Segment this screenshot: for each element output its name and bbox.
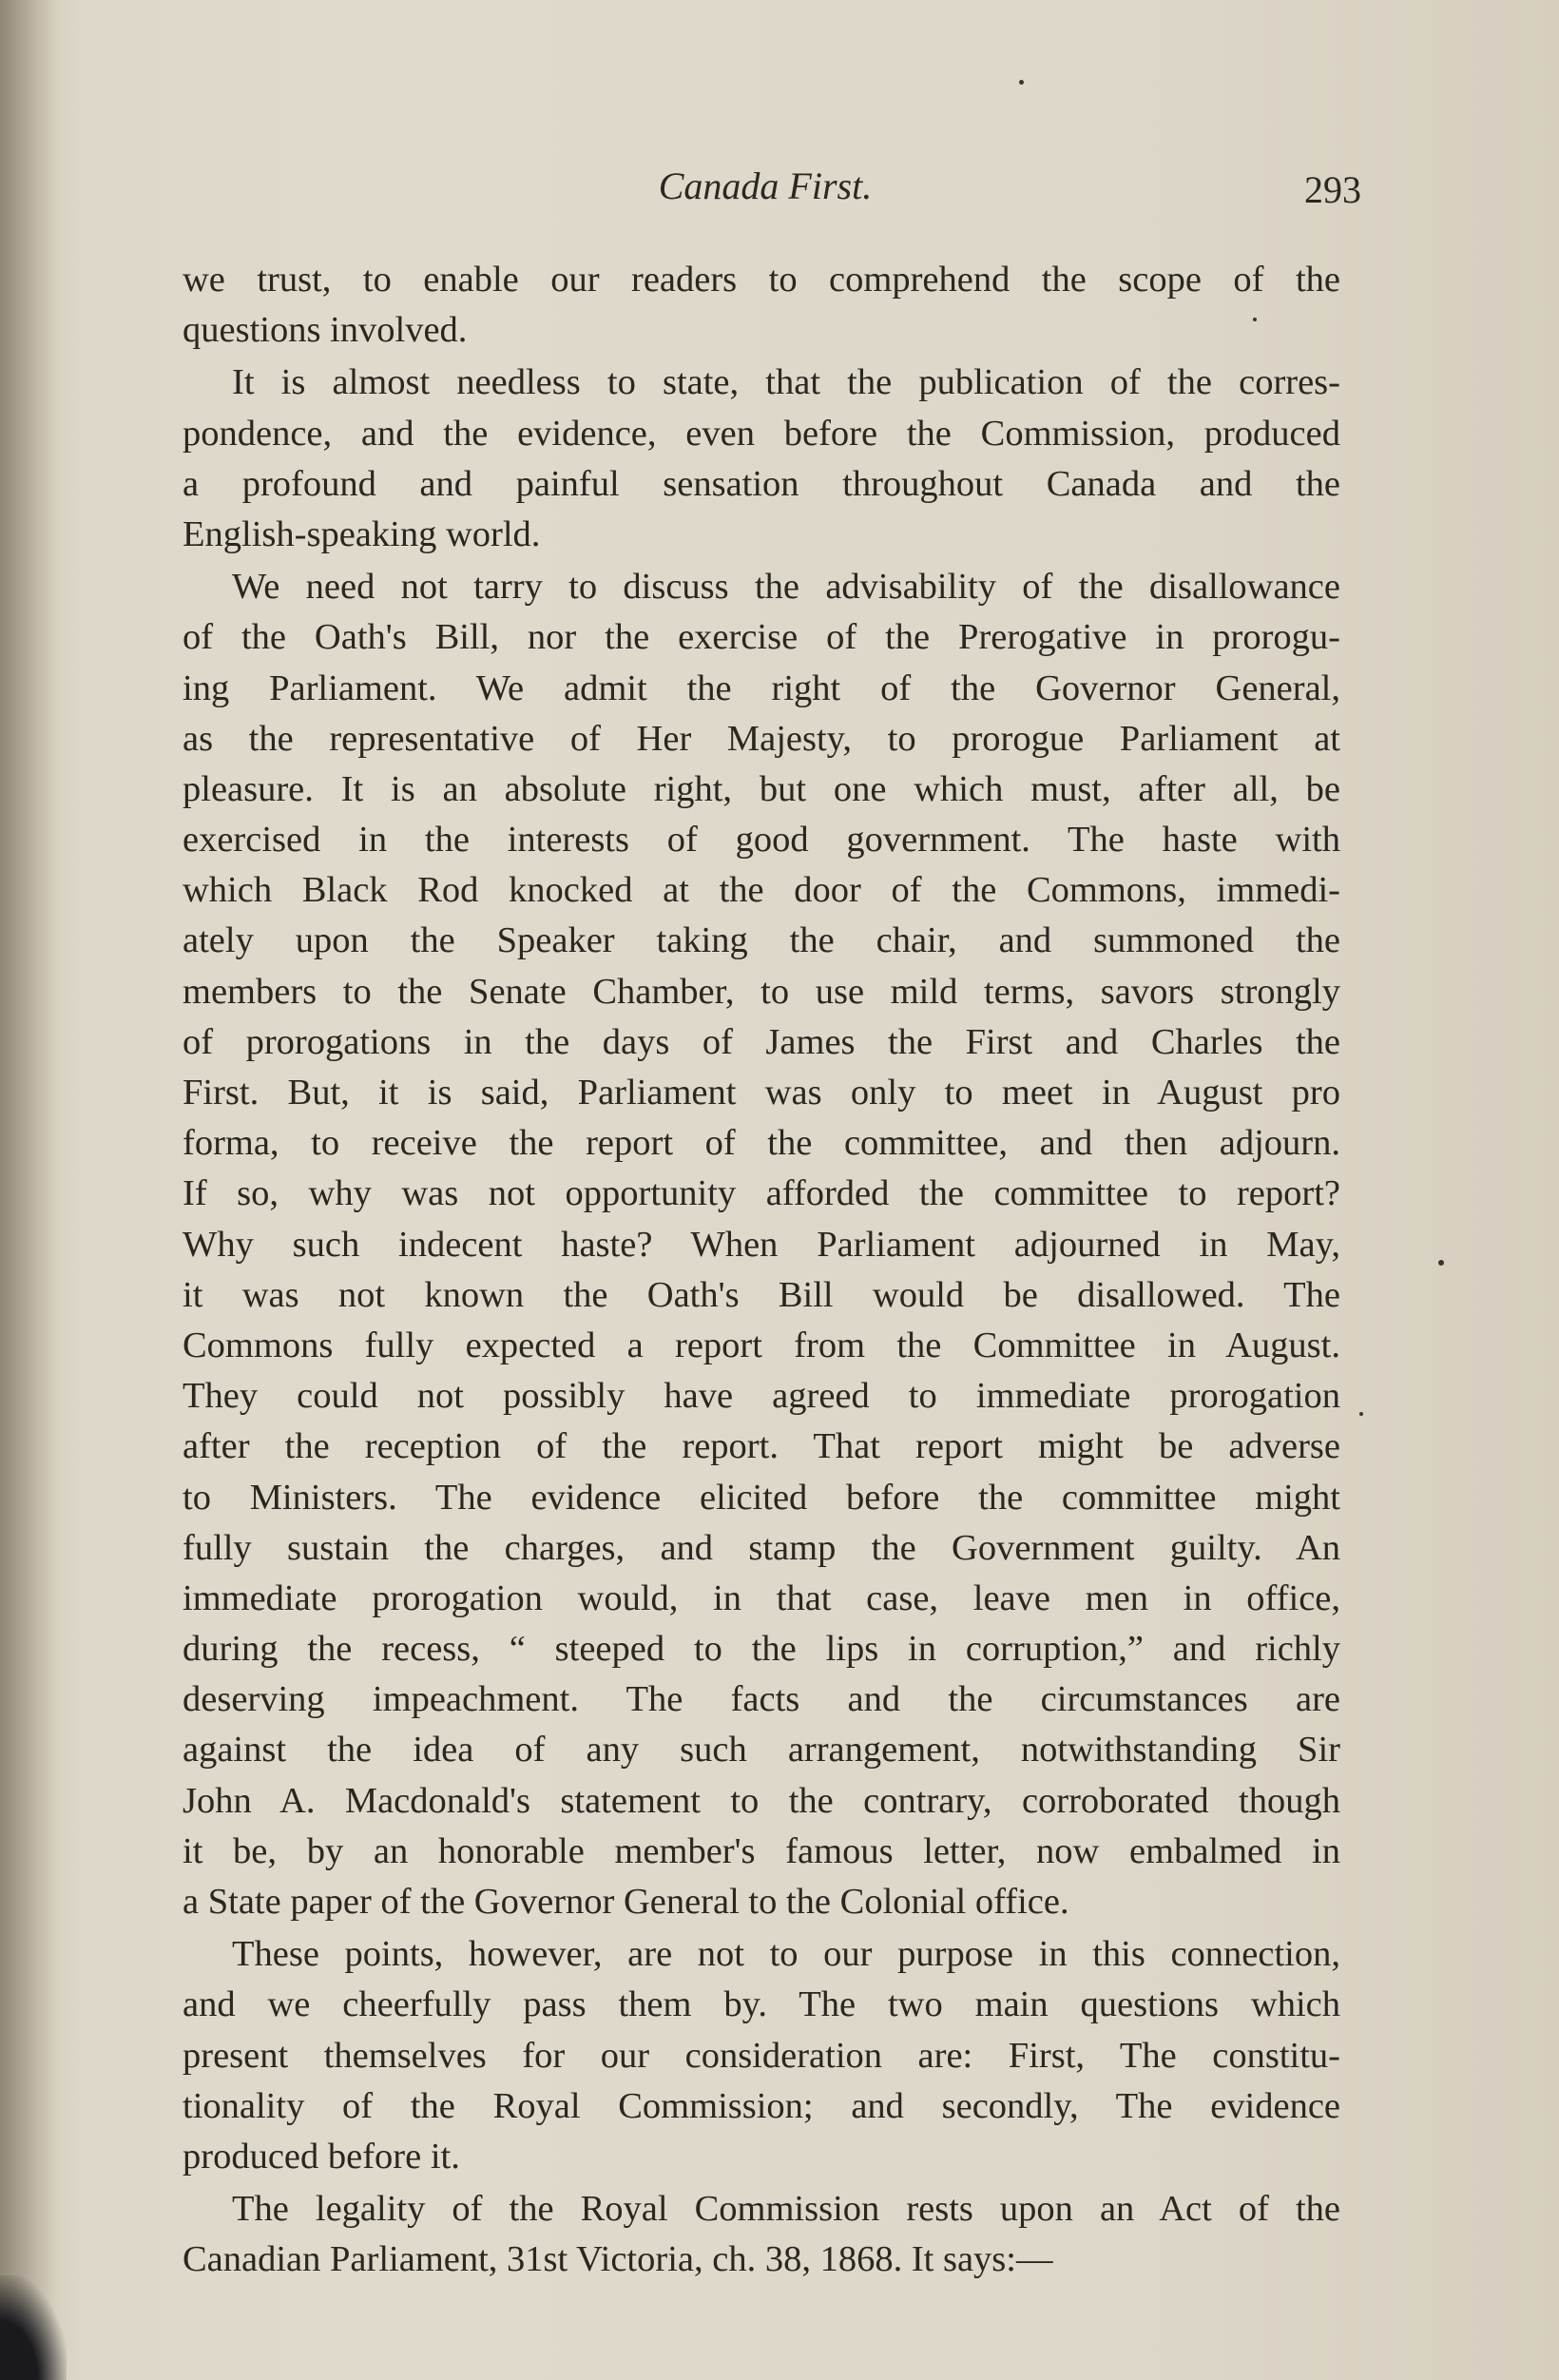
text-line: questions involved. <box>183 310 468 351</box>
paragraph <box>183 358 1340 560</box>
text-line: produced before it. <box>183 2136 460 2177</box>
text-line: pleasure. It is an absolute right, but one which must, after all, be <box>183 768 1340 809</box>
text-line: and we cheerfully pass them by. The two main questions which <box>183 1984 1340 2025</box>
text-line: it was not known the Oath's Bill would be disallowed. The <box>183 1274 1340 1315</box>
page-number: 293 <box>1304 168 1361 211</box>
text-line: exercised in the interests of good government. The haste with <box>183 820 1340 861</box>
speck <box>1359 1412 1363 1416</box>
text-line: It is almost needless to state, that the publication of the corres- <box>232 362 1340 403</box>
body-text <box>183 255 1340 2286</box>
text-line: deserving impeachment. The facts and the circumstances are <box>183 1679 1340 1720</box>
text-line: against the idea of any such arrangement, notwithstanding Sir <box>183 1730 1340 1770</box>
text-line: which Black Rod knocked at the door of the Commons, immedi- <box>183 870 1340 911</box>
running-head <box>181 164 1361 221</box>
text-line: These points, however, are not to our purpose in this connection, <box>232 1934 1340 1975</box>
text-line: immediate prorogation would, in that case, leave men in office, <box>183 1577 1340 1618</box>
text-line: fully sustain the charges, and stamp the Government guilty. An <box>183 1527 1340 1568</box>
text-line: during the recess, “ steeped to the lips in corruption,” and richly <box>183 1629 1340 1670</box>
text-line: Why such indecent haste? When Parliament adjourned in May, <box>183 1224 1340 1265</box>
text-line: If so, why was not opportunity afforded the committee to report? <box>183 1173 1340 1214</box>
speck <box>1438 1260 1444 1266</box>
speck <box>1019 80 1024 85</box>
paragraph <box>183 255 1340 356</box>
text-line: pondence, and the evidence, even before the Commission, produced <box>183 413 1340 454</box>
text-line: a State paper of the Governor General to the Colonial office. <box>183 1882 1069 1922</box>
text-line: forma, to receive the report of the committee, and then adjourn. <box>183 1123 1340 1164</box>
text-line: of the Oath's Bill, nor the exercise of the Prerogative in prorogu- <box>183 617 1340 658</box>
text-line: They could not possibly have agreed to immediate prorogation <box>183 1376 1340 1417</box>
text-line: John A. Macdonald's statement to the contrary, corroborated though <box>183 1780 1340 1821</box>
text-line: a profound and painful sensation throughout Canada and the <box>183 463 1340 504</box>
text-line: tionality of the Royal Commission; and secondly, The evidence <box>183 2085 1340 2126</box>
text-line: of prorogations in the days of James the First and Charles the <box>183 1021 1340 1062</box>
running-title: Canada First. <box>658 164 873 207</box>
text-line: English-speaking world. <box>183 513 541 554</box>
text-line: ing Parliament. We admit the right of the Governor General, <box>183 668 1340 708</box>
text-line: to Ministers. The evidence elicited before the committee might <box>183 1477 1340 1518</box>
speck <box>1253 318 1257 321</box>
text-line: present themselves for our consideration are: First, The constitu- <box>183 2035 1340 2076</box>
text-line: First. But, it is said, Parliament was only to meet in August pro <box>183 1073 1340 1113</box>
text-line: ately upon the Speaker taking the chair, and summoned the <box>183 920 1340 961</box>
text-line: we trust, to enable our readers to comprehend the scope of the <box>183 260 1340 300</box>
paragraph <box>183 1929 1340 2182</box>
scan-corner <box>0 2275 67 2380</box>
paragraph <box>183 562 1340 1927</box>
gutter-shadow <box>0 0 57 2380</box>
text-line: after the reception of the report. That report might be adverse <box>183 1426 1340 1467</box>
text-line: it be, by an honorable member's famous letter, now embalmed in <box>183 1830 1340 1871</box>
text-line: We need not tarry to discuss the advisability of the disallowance <box>232 567 1340 608</box>
text-line: Canadian Parliament, 31st Victoria, ch. 38, 1868. It says:— <box>183 2239 1053 2280</box>
text-line: members to the Senate Chamber, to use mild terms, savors strongly <box>183 971 1340 1012</box>
text-line: as the representative of Her Majesty, to prorogue Parliament at <box>183 718 1340 759</box>
text-line: Commons fully expected a report from the Committee in August. <box>183 1325 1340 1365</box>
text-line: The legality of the Royal Commission rests upon an Act of the <box>232 2189 1340 2230</box>
paragraph <box>183 2184 1340 2285</box>
